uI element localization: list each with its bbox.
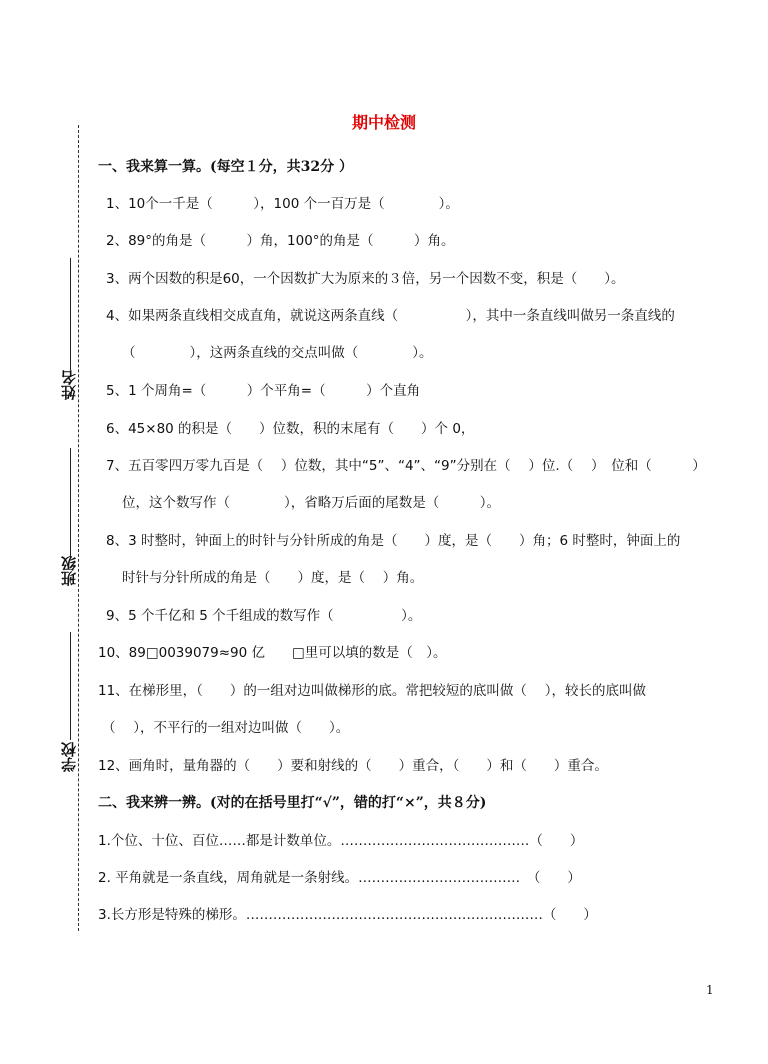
question-8-cont: 时针与分针所成的角是（ ）度，是（ ）角。 [122,570,424,586]
class-label: 班级 [60,556,78,586]
question-11-cont: （ ），不平行的一组对边叫做（ ）。 [102,720,350,736]
page-number: 1 [706,983,714,997]
page-title: 期中检测 [351,113,416,132]
name-underline [70,258,71,370]
question-7-cont: 位，这个数写作（ ），省略万后面的尾数是（ ）。 [122,495,500,511]
question-3: 3、两个因数的积是60，一个因数扩大为原来的３倍，另一个因数不变，积是（ ）。 [106,271,625,287]
judge-2: 2. 平角就是一条直线，周角就是一条射线。……………………………… （ ） [98,870,581,886]
question-8: 8、3 时整时，钟面上的时针与分针所成的角是（ ）度，是（ ）角；6 时整时，钟面上的 [106,533,681,549]
question-7: 7、五百零四万零九百是（ ）位数，其中“5”、“4”、“9”分别在（ ）位.（ ） 位和（ ） [106,458,706,474]
question-6: 6、45×80 的积是（ ）位数，积的末尾有（ ）个 0， [106,421,475,437]
question-2: 2、89°的角是（ ）角，100°的角是（ ）角。 [106,233,455,249]
question-10: 10、89□0039079≈90 亿 □里可以填的数是（ ）。 [98,645,447,661]
class-underline [70,448,71,558]
question-4-cont: （ ），这两条直线的交点叫做（ ）。 [122,345,433,361]
judge-3: 3.长方形是特殊的梯形。…………………………………………………………（ ） [98,907,597,923]
question-9: 9、5 个千亿和 5 个千组成的数写作（ ）。 [106,608,422,624]
section2-heading: 二、我来辨一辨。(对的在括号里打“√”，错的打“×”，共８分) [98,795,487,811]
question-11: 11、在梯形里，（ ）的一组对边叫做梯形的底。常把较短的底叫做（ ），较长的底叫做 [98,683,646,699]
judge-1: 1.个位、十位、百位……都是计数单位。……………………………………（ ） [98,833,584,849]
question-12: 12、画角时，量角器的（ ）要和射线的（ ）重合，（ ）和（ ）重合。 [98,758,608,774]
question-4: 4、如果两条直线相交成直角，就说这两条直线（ ），其中一条直线叫做另一条直线的 [106,308,675,324]
name-label: 姓名 [60,370,78,400]
school-label: 学校 [60,742,78,772]
question-1: 1、10个一千是（ ），100 个一百万是（ ）。 [106,196,459,212]
question-5: 5、1 个周角=（ ）个平角=（ ）个直角 [106,383,421,399]
section1-heading: 一、我来算一算。(每空１分，共32分 ） [98,159,353,175]
school-underline [70,632,71,740]
binding-dashed-line [78,125,79,931]
